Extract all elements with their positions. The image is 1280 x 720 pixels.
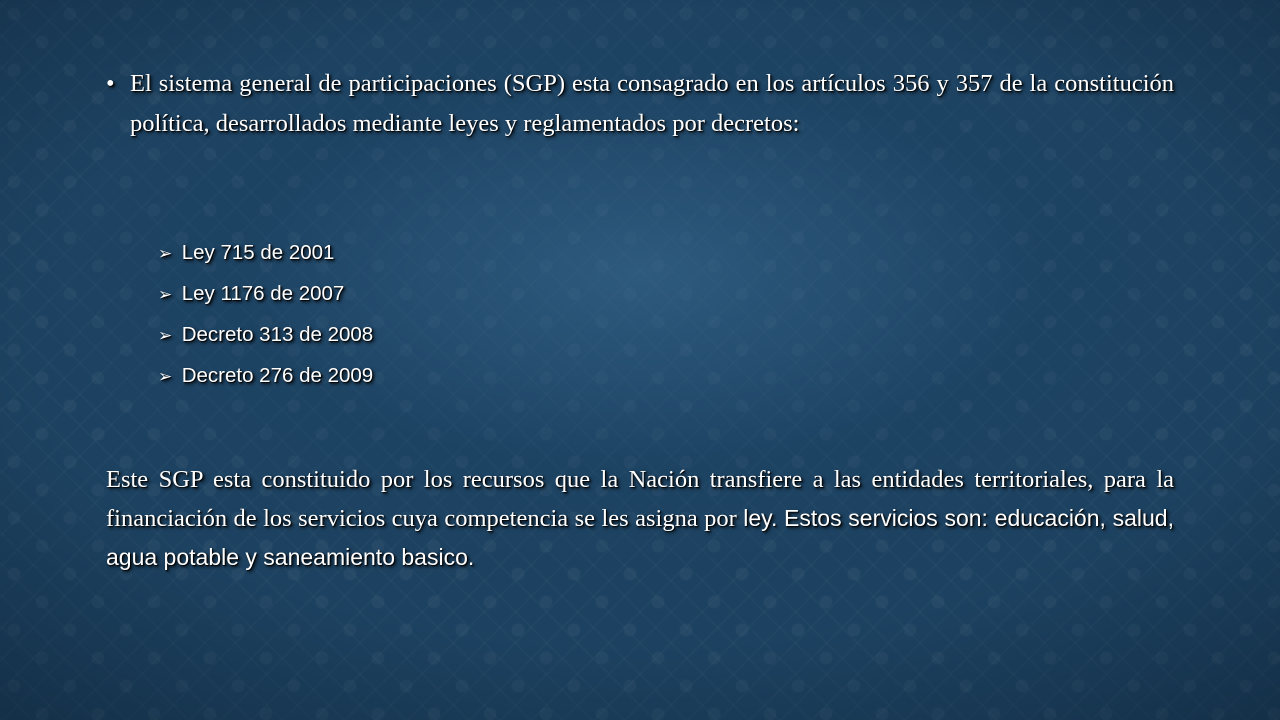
sgp-paragraph — [106, 460, 1174, 577]
list-item — [158, 318, 373, 359]
arrow-bullet-icon: ➢ — [158, 367, 173, 386]
list-item — [158, 359, 373, 400]
arrow-bullet-icon: ➢ — [158, 244, 173, 263]
list-item — [158, 236, 373, 277]
list-item-text: Ley 1176 de 2007 — [181, 282, 345, 305]
main-bullet-text: El sistema general de participaciones (SGP) esta consagrado en los artículos 356 y 357 de la constitución política, desarrollados mediante leyes y reglamentados por decretos: — [130, 70, 1174, 137]
list-item-text: Decreto 276 de 2009 — [181, 364, 374, 387]
list-item-text: Decreto 313 de 2008 — [181, 323, 374, 346]
decree-list — [158, 236, 373, 400]
bullet-dot-icon: • — [106, 70, 115, 97]
list-item — [158, 277, 373, 318]
main-bullet — [106, 64, 1174, 144]
paragraph-text-part2: ley. Estos servicios son: educación, salud, agua potable y saneamiento basico. — [106, 505, 1174, 570]
arrow-bullet-icon: ➢ — [158, 326, 173, 345]
paragraph-text-part1: Este SGP esta constituido por los recursos que la Nación transfiere a las entidades territoriales, para la financiación de los servicios cuya competencia se les asigna por — [106, 466, 1174, 532]
arrow-bullet-icon: ➢ — [158, 285, 173, 304]
list-item-text: Ley 715 de 2001 — [181, 241, 335, 264]
